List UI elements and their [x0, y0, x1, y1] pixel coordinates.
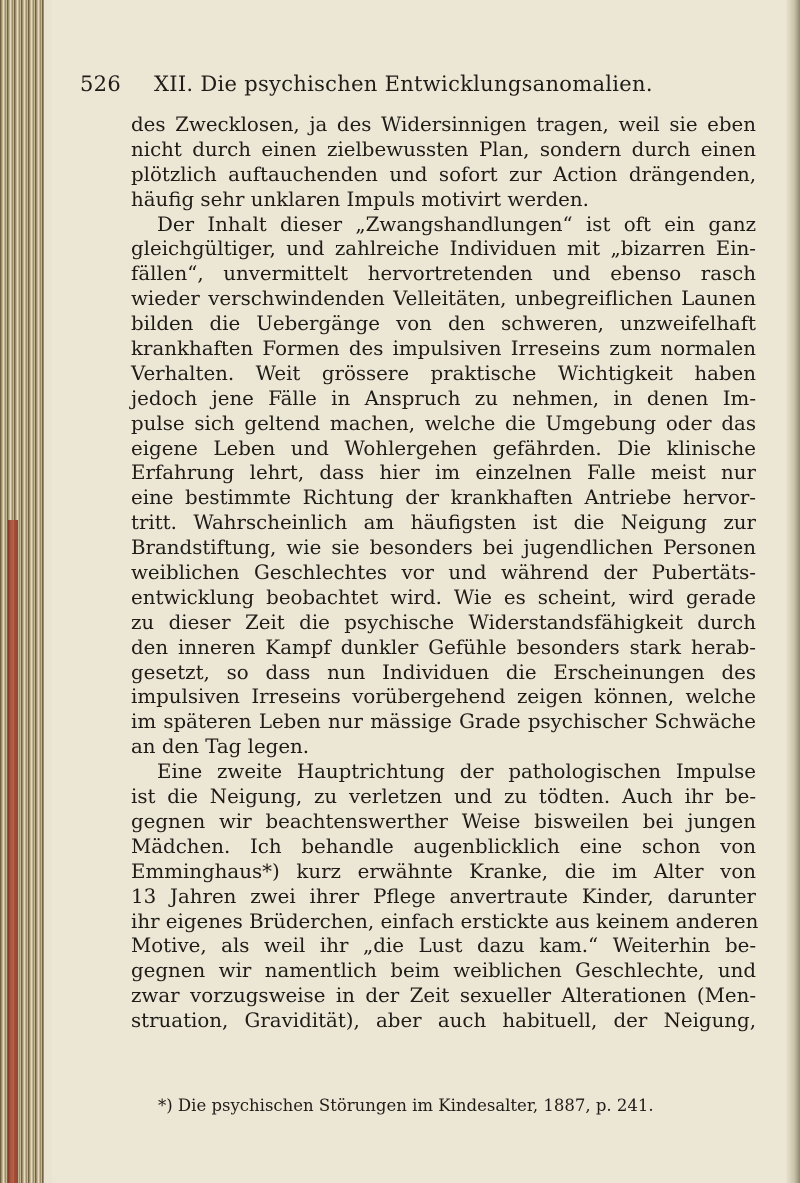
text-line: Brandstiftung, wie sie besonders bei jugendlichen Personen: [131, 536, 756, 560]
text-line: ist die Neigung, zu verletzen und zu tödten. Auch ihr be-: [131, 785, 756, 809]
page-number: 526: [80, 72, 121, 96]
text-line: des Zwecklosen, ja des Widersinnigen tragen, weil sie eben: [131, 113, 756, 136]
text-line: impulsiven Irreseins vorübergehend zeigen können, welche: [131, 685, 756, 709]
text-line: an den Tag legen.: [131, 735, 310, 759]
text-line: krankhaften Formen des impulsiven Irreseins zum normalen: [131, 337, 756, 361]
text-line: im späteren Leben nur mässige Grade psychischer Schwäche: [131, 710, 756, 734]
text-line: Motive, als weil ihr „die Lust dazu kam.“ Weiterhin be-: [131, 934, 756, 958]
text-line: pulse sich geltend machen, welche die Umgebung oder das: [131, 411, 756, 435]
text-line: plötzlich auftauchenden und sofort zur Action drängenden,: [131, 162, 756, 186]
text-line: gegnen wir namentlich beim weiblichen Geschlechte, und: [131, 959, 756, 983]
text-line: bilden die Uebergänge von den schweren, unzweifelhaft: [131, 312, 756, 336]
text-line: Verhalten. Weit grössere praktische Wichtigkeit haben: [131, 361, 756, 385]
running-header: [80, 72, 690, 96]
text-line: tritt. Wahrscheinlich am häufigsten ist die Neigung zur: [131, 511, 756, 535]
text-line: zu dieser Zeit die psychische Widerstandsfähigkeit durch: [131, 610, 756, 634]
text-line: fällen“, unvermittelt hervortretenden und ebenso rasch: [131, 262, 756, 286]
text-line: Mädchen. Ich behandle augenblicklich eine schon von: [131, 834, 756, 858]
page-right-edge: [786, 0, 800, 1183]
text-line: nicht durch einen zielbewussten Plan, sondern durch einen: [131, 137, 756, 161]
footnote: *) Die psychischen Störungen im Kindesalter, 1887, p. 241.: [158, 1096, 654, 1115]
text-line: 13 Jahren zwei ihrer Pflege anvertraute Kinder, darunter: [131, 884, 756, 908]
book-spine-edge: [0, 0, 44, 1183]
text-line: wieder verschwindenden Velleitäten, unbegreiflichen Launen: [131, 287, 756, 311]
text-line: Eine zweite Hauptrichtung der pathologischen Impulse: [157, 760, 756, 784]
spine-red-edge: [8, 520, 18, 1183]
text-line: häufig sehr unklaren Impuls motivirt werden.: [131, 187, 589, 211]
text-line: eigene Leben und Wohlergehen gefährden. Die klinische: [131, 436, 756, 460]
text-line: gegnen wir beachtenswerther Weise bisweilen bei jungen: [131, 809, 756, 833]
text-line: gesetzt, so dass nun Individuen die Erscheinungen des: [131, 660, 756, 684]
text-line: zwar vorzugsweise in der Zeit sexueller Alterationen (Men-: [131, 984, 756, 1008]
text-line: struation, Gravidität), aber auch habituell, der Neigung,: [131, 1009, 756, 1033]
text-line: Emminghaus*) kurz erwähnte Kranke, die im Alter von: [131, 859, 756, 883]
text-line: Der Inhalt dieser „Zwangshandlungen“ ist oft ein ganz: [157, 212, 756, 236]
text-line: Erfahrung lehrt, dass hier im einzelnen Falle meist nur: [131, 461, 756, 485]
text-line: gleichgültiger, und zahlreiche Individuen mit „bizarren Ein-: [131, 237, 756, 261]
text-line: weiblichen Geschlechtes vor und während der Pubertäts-: [131, 561, 756, 585]
text-line: jedoch jene Fälle in Anspruch zu nehmen, in denen Im-: [131, 386, 756, 410]
text-line: eine bestimmte Richtung der krankhaften Antriebe hervor-: [131, 486, 756, 510]
text-line: ihr eigenes Brüderchen, einfach erstickte aus keinem anderen: [131, 909, 759, 933]
chapter-title: XII. Die psychischen Entwicklungsanomalien.: [153, 72, 653, 96]
body-text: [131, 113, 759, 1034]
text-line: entwicklung beobachtet wird. Wie es scheint, wird gerade: [131, 585, 756, 609]
text-line: den inneren Kampf dunkler Gefühle besonders stark herab-: [131, 635, 756, 659]
